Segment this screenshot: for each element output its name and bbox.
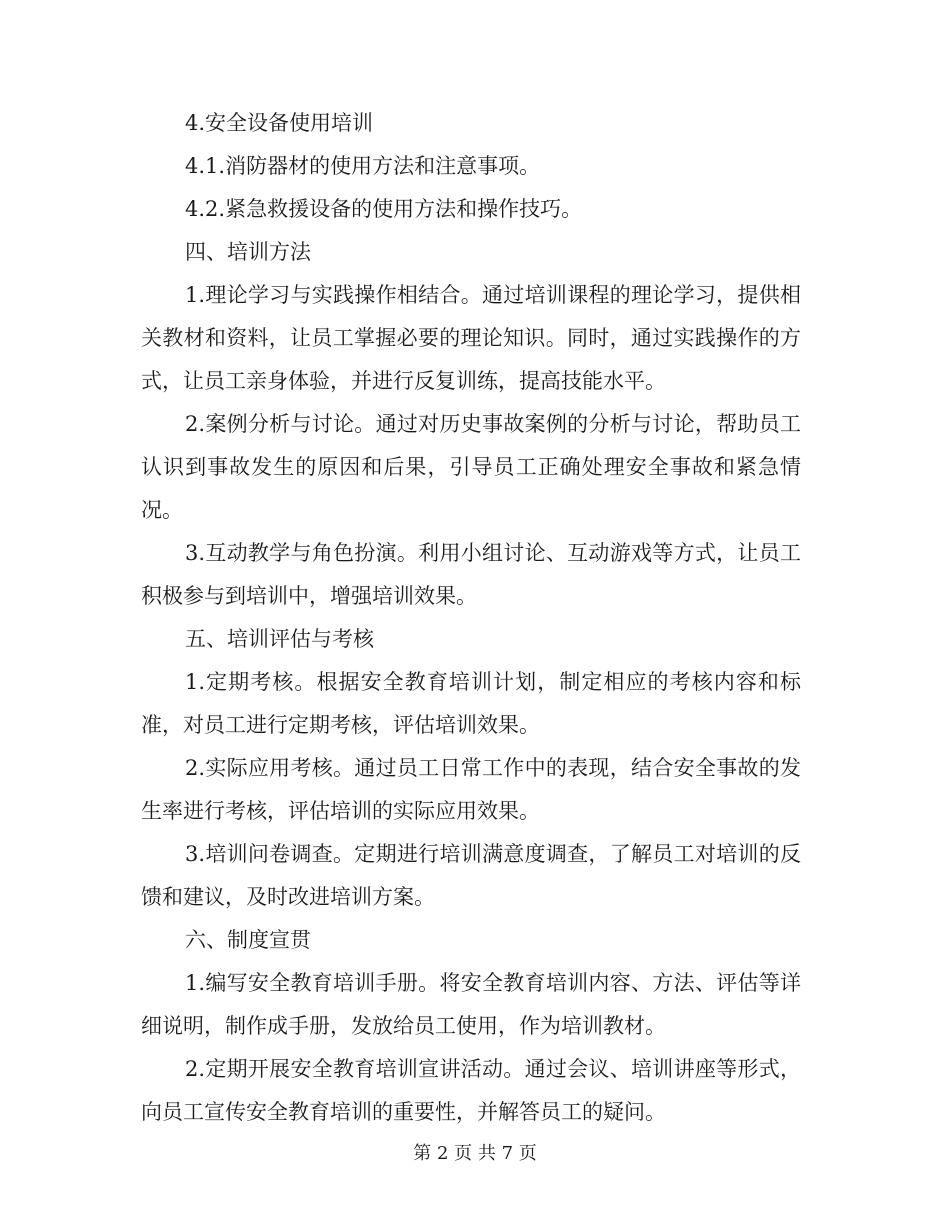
paragraph-method-2: 2.案例分析与讨论。通过对历史事故案例的分析与讨论，帮助员工认识到事故发生的原因和后果，引导员工正确处理安全事故和紧急情况。 — [141, 412, 801, 522]
list-item-4-heading: 4.安全设备使用培训 — [185, 111, 374, 135]
paragraph-evaluation-1: 1.定期考核。根据安全教育培训计划，制定相应的考核内容和标准，对员工进行定期考核，评估培训效果。 — [141, 670, 801, 737]
section-heading-policy: 六、制度宣贯 — [185, 928, 311, 952]
paragraph-policy-1: 1.编写安全教育培训手册。将安全教育培训内容、方法、评估等详细说明，制作成手册，发放给员工使用，作为培训教材。 — [141, 971, 801, 1038]
paragraph-policy-2: 2.定期开展安全教育培训宣讲活动。通过会议、培训讲座等形式，向员工宣传安全教育培训的重要性，并解答员工的疑问。 — [141, 1057, 801, 1124]
list-item-4-1: 4.1.消防器材的使用方法和注意事项。 — [185, 154, 541, 178]
document-body — [141, 102, 801, 1134]
section-heading-evaluation: 五、培训评估与考核 — [185, 627, 374, 651]
paragraph-evaluation-2: 2.实际应用考核。通过员工日常工作中的表现，结合安全事故的发生率进行考核，评估培训的实际应用效果。 — [141, 756, 801, 823]
paragraph-method-1: 1.理论学习与实践操作相结合。通过培训课程的理论学习，提供相关教材和资料，让员工掌握必要的理论知识。同时，通过实践操作的方式，让员工亲身体验，并进行反复训练，提高技能水平。 — [141, 283, 801, 393]
page-number: 第 2 页 共 7 页 — [413, 1143, 537, 1164]
section-heading-training-methods: 四、培训方法 — [185, 240, 311, 264]
list-item-4-2: 4.2.紧急救援设备的使用方法和操作技巧。 — [185, 197, 583, 221]
paragraph-method-3: 3.互动教学与角色扮演。利用小组讨论、互动游戏等方式，让员工积极参与到培训中，增强培训效果。 — [141, 541, 801, 608]
paragraph-evaluation-3: 3.培训问卷调查。定期进行培训满意度调查，了解员工对培训的反馈和建议，及时改进培训方案。 — [141, 842, 801, 909]
